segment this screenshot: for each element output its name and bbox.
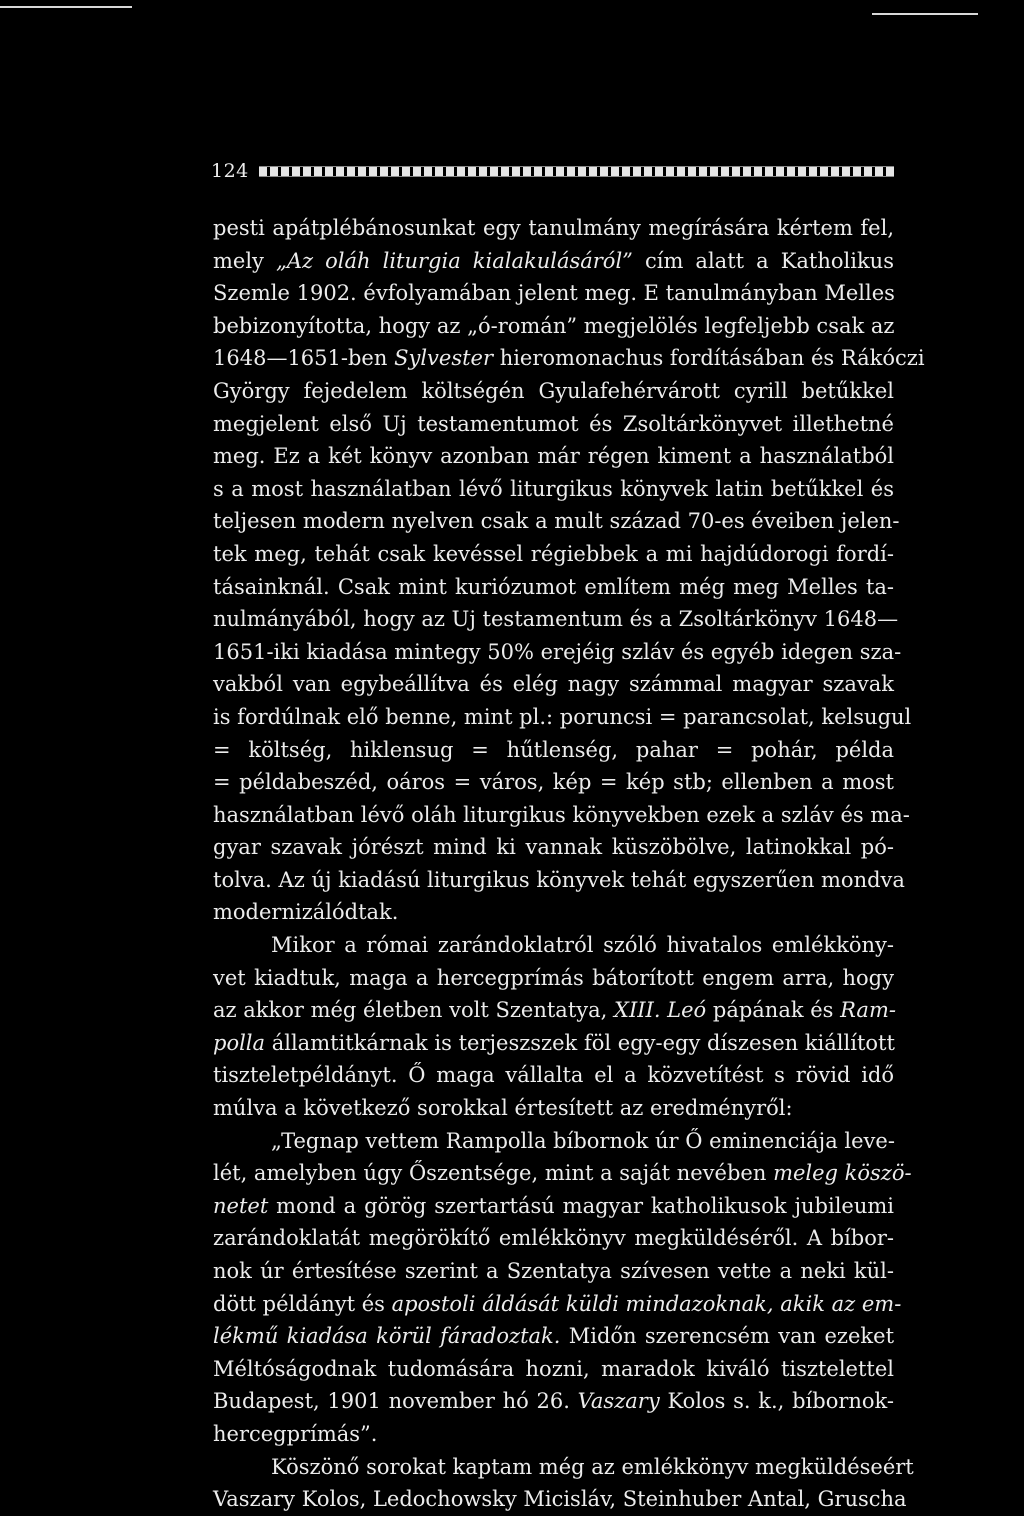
text-line: is fordúlnak elő benne, mint pl.: poruncsi = parancsolat, kelsugul (213, 704, 912, 729)
text-line: múlva a következő sorokkal értesített az eredményről: (213, 1096, 793, 1121)
text-line: Mikor a római zarándoklatról szóló hivatalos emlékköny- (271, 933, 894, 958)
italic-text-run: „Az oláh liturgia kialakulásáról” (275, 248, 633, 273)
text-line: Vaszary Kolos, Ledochowsky Micisláv, Steinhuber Antal, Gruscha (213, 1487, 907, 1512)
text-run: Midőn szerencsém van ezeket (560, 1324, 895, 1349)
page-body-text (213, 212, 925, 1516)
text-run: hieromonachus fordításában és Rákóczi (493, 346, 925, 371)
text-run: dött példányt és (213, 1291, 392, 1316)
text-line: használatban lévő oláh liturgikus könyvekben ezek a szláv és ma- (213, 802, 910, 827)
text-line (213, 1385, 894, 1418)
text-line: hercegprímás”. (213, 1421, 378, 1446)
italic-text-run: Sylvester (394, 346, 494, 371)
text-line: „Tegnap vettem Rampolla bíbornok úr Ő eminenciája leve- (271, 1128, 895, 1153)
text-line (213, 245, 894, 278)
text-run: pápának és (706, 998, 841, 1023)
text-run: Budapest, 1901 november hó 26. (213, 1389, 578, 1414)
italic-text-run: apostoli áldását küldi mindazoknak, akik az em- (391, 1291, 902, 1316)
text-line: bebizonyította, hogy az „ó-román” megjelölés legfeljebb csak az (213, 313, 895, 338)
text-run: államtitkárnak is terjeszszek föl egy-egy díszesen kiállított (265, 1030, 895, 1055)
text-line: Szemle 1902. évfolyamában jelent meg. E tanulmányban Melles (213, 281, 895, 306)
text-run: cím alatt a Katholikus (632, 248, 894, 273)
text-line: nok úr értesítése szerint a Szentatya szívesen vette a neki kül- (213, 1259, 894, 1283)
text-line: Méltóságodnak tudomására hozni, maradok kiváló tisztelettel (213, 1356, 894, 1381)
text-line: pesti apátplébánosunkat egy tanulmány megírására kértem fel, (213, 216, 894, 240)
text-line: vet kiadtuk, maga a hercegprímás bátorított engem arra, hogy (213, 965, 894, 990)
italic-text-run: netet (213, 1193, 269, 1218)
text-run: mely (213, 248, 276, 273)
text-line: tásainknál. Csak mint kuriózumot említem még meg Melles ta- (213, 574, 894, 599)
text-line: gyar szavak jórészt mind ki vannak küszöbölve, latinokkal pó- (213, 835, 894, 860)
text-line (213, 994, 894, 1027)
text-line: zarándoklatát megörökítő emlékkönyv megküldéséről. A bíbor- (213, 1226, 894, 1251)
text-run: mond a görög szertartású magyar katholikusok jubileumi (268, 1193, 894, 1218)
text-line: tolva. Az új kiadású liturgikus könyvek tehát egyszerűen mondva (213, 867, 905, 892)
text-line: nulmányából, hogy az Uj testamentum és a Zsoltárkönyv 1648— (213, 607, 899, 632)
italic-text-run: XIII. Leó (614, 998, 707, 1023)
header-ornament-rule (259, 166, 894, 177)
text-line: modernizálódtak. (213, 900, 399, 925)
text-line: meg. Ez a két könyv azonban már régen kiment a használatból (213, 444, 894, 469)
text-line: tiszteletpéldányt. Ő maga vállalta el a közvetítést s rövid idő (213, 1063, 894, 1088)
text-line (213, 1157, 912, 1190)
italic-text-run: Ram- (840, 998, 896, 1023)
italic-text-run: lékmű kiadása körül fáradoztak. (213, 1324, 561, 1349)
scan-edge-mark-right (872, 13, 978, 15)
italic-text-run: polla (213, 1030, 266, 1055)
italic-text-run: meleg köszö- (773, 1161, 912, 1186)
scan-edge-mark-left (0, 6, 132, 8)
text-run: Kolos s. k., bíbornok- (659, 1389, 894, 1414)
text-line: megjelent első Uj testamentumot és Zsoltárkönyvet illethetné (213, 411, 894, 436)
text-line (213, 1190, 894, 1223)
page-header (211, 158, 894, 184)
text-line (213, 342, 925, 375)
text-line (213, 1027, 894, 1060)
text-line: s a most használatban lévő liturgikus könyvek latin betűkkel és (213, 476, 894, 501)
text-line: György fejedelem költségén Gyulafehérvárott cyrill betűkkel (213, 378, 894, 403)
page-number: 124 (211, 160, 249, 182)
text-line: = példabeszéd, oáros = város, kép = kép stb; ellenben a most (213, 770, 894, 795)
text-run: lét, amelyben úgy Őszentsége, mint a saját nevében (213, 1161, 774, 1186)
text-run: az akkor még életben volt Szentatya, (213, 998, 614, 1023)
text-line: = költség, hiklensug = hűtlenség, pahar = pohár, példa (213, 737, 894, 762)
text-line (213, 1288, 902, 1321)
text-line: 1651-iki kiadása mintegy 50% erejéig szláv és egyéb idegen sza- (213, 639, 902, 664)
text-run: 1648—1651-ben (213, 346, 395, 371)
italic-text-run: Vaszary (577, 1389, 660, 1414)
text-line: teljesen modern nyelven csak a mult század 70-es éveiben jelen- (213, 509, 900, 534)
text-line (213, 1320, 894, 1353)
text-line: vakból van egybeállítva és elég nagy számmal magyar szavak (213, 672, 894, 697)
text-line: Köszönő sorokat kaptam még az emlékkönyv megküldéseért (271, 1454, 914, 1479)
text-line: tek meg, tehát csak kevéssel régiebbek a mi hajdúdorogi fordí- (213, 541, 894, 566)
